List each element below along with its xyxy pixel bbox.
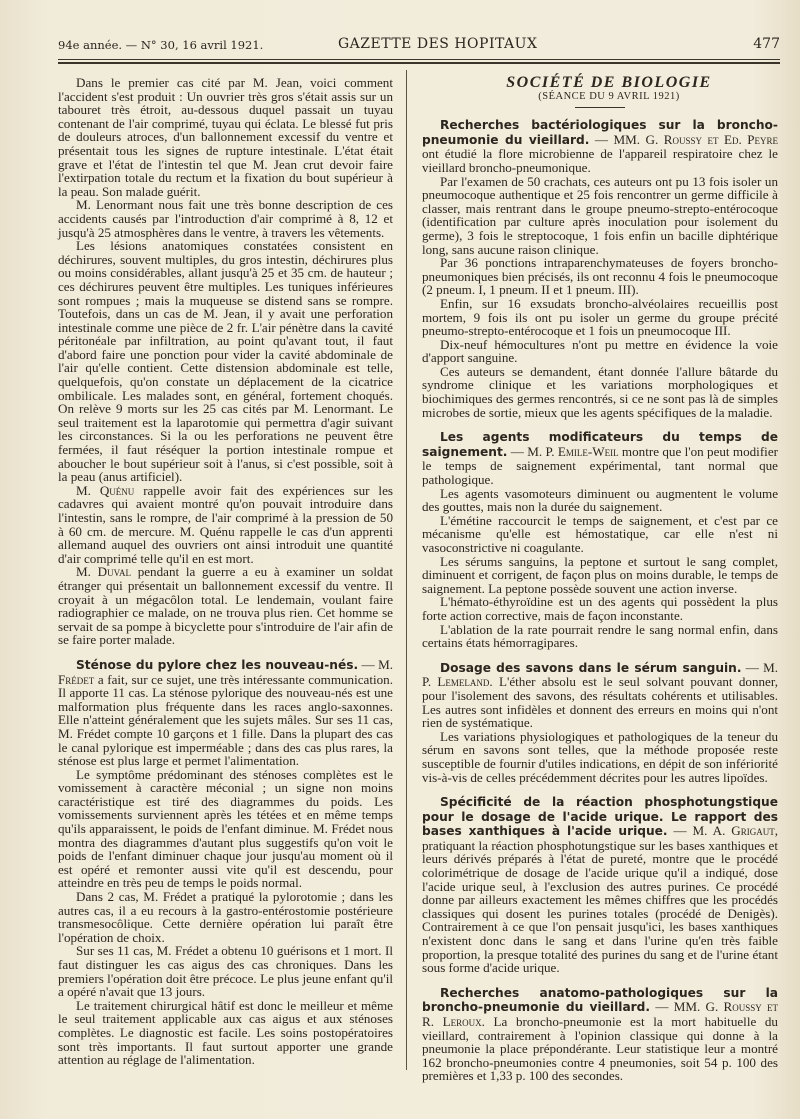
author-names: MM. G. Roussy et Ed. Peyre [613,131,778,147]
paragraph: Les lésions anatomiques constatées consistent en déchirures, souvent multiples, du gros intestin, déchirures plus ou moins considérables, allant jusqu'à 25 et 35 cm. de hauteur ; ces déchirures peuvent être multiples. Les tuniques inférieures sont rompues ; mais la muqueuse se distend sans se rompre. Toutefois, dans un cas de M. Jean, il y avait une perforation intestinale comme une pièce de 2 fr. L'air pénètre dans la cavité péritonéale par infiltration, au point qu'avant tout, il faut d'abord faire une ponction pour vider la cavité abdominale de l'air qu'elle contient. Cette distension abdominale est telle, quelquefois, qu'on constate un déplacement de la cicatrice ombilicale. Les malades sont, en général, fortement choqués. On relève 9 morts sur les 25 cas cités par M. Lenormant. Le seul traitement est la laparotomie qui permettra d'agir suivant les circonstances. Si la ou les perforations ne peuvent être fermées, il faut réséquer la portion intestinale rompue et aboucher le bout supérieur soit à l'anus, si c'est possible, soit à la peau (anus artificiel). [58,238,393,485]
section-paragraph: Dosage des savons dans le sérum sanguin. — M. P. Lemeland. L'éther absolu est le seul solvant pouvant donner, pour l'isolement des savons, des résultats cohérents et utilisables. Les autres sont infidèles et donnent des erreurs en moins qui n'ont rien de systématique. [422,659,779,731]
section-heading: Dosage des savons dans le sérum sanguin. [440,660,742,675]
paragraph: Sur ses 11 cas, M. Frédet a obtenu 10 guérisons et 1 mort. Il faut distinguer les cas aigus des cas chroniques. Dans les premiers l'opération doit être précoce. Le plus jeune enfant qu'il a opéré n'avait que 13 jours. [58,943,393,1000]
paragraph: Le symptôme prédominant des sténoses complètes est le vomissement à caractère méconial ; un signe non moins caractéristique est tiré des diagrammes du poids. Les vomissements surviennent après les tétées et en même temps qu'ils apparaissent, le poids de l'enfant diminue. M. Frédet nous montra des diagrammes d'autant plus suggestifs qu'on voit le poids de l'enfant diminuer chaque jour jusqu'au moment où il est opéré et remonter aussi vite qu'il est descendu, pour atteindre en très peu de temps le poids normal. [58,766,393,891]
author-names: M. A. Grigaut [692,823,775,839]
author-names: M. P. Emile-Weil [527,443,619,459]
section-heading: Spécificité de la réaction phosphotungstique pour le dosage de l'acide urique. Le rapport des bases xanthiques à l'acide urique. [422,795,778,839]
paragraph: Par 36 ponctions intraparenchymateuses de foyers broncho-pneumoniques bien précisés, ils ont reconnu 4 fois le pneumocoque (2 pneum. I, 1 pneum. II et 1 pneum. III). [422,255,778,298]
paragraph: M. Lenormant nous fait une très bonne description de ces accidents causés par l'introduction d'air comprimé à 8, 12 et jusqu'à 25 atmosphères dans le ventre, à travers les vêtements. [58,197,393,240]
paragraph: Dix-neuf hémocultures n'ont pu mettre en évidence la voie d'apport sanguine. [422,336,778,366]
author-names: MM. G. Roussy et R. Leroux. [422,999,779,1029]
page-header [58,32,780,60]
section-heading: Recherches bactériologiques sur la broncho-pneumonie du vieillard. [422,118,778,147]
paragraph: Les variations physiologiques et pathologiques de la teneur du sérum en savons sont telles, que la méthode proposée reste susceptible de fournir d'utiles indications, en dépit de son infériorité vis-à-vis de celles précédemment décrites pour les autres lipoïdes. [422,728,778,785]
paragraph: L'hémato-éthyroïdine est un des agents qui possèdent la plus forte action corrective, mais de façon inconstante. [422,594,778,623]
paragraph: Les sérums sanguins, la peptone et surtout le sang complet, diminuent et corrigent, de façon plus on moins durable, le temps de saignement. La peptone possède souvent une action inverse. [422,553,778,596]
author-name: Frédet [58,671,95,687]
author-name: Quénu [99,482,135,498]
author-name: Duval [97,564,131,580]
right-column [422,76,778,1083]
section-heading: Les agents modificateurs du temps de saignement. [422,430,778,459]
paragraph: L'ablation de la rate pourrait rendre le sang normal enfin, dans certains états hémorragipares. [422,621,778,651]
paragraph: Enfin, sur 16 exsudats broncho-alvéolaires recueillis post mortem, 9 fois ils ont pu isoler un germe du groupe précité pneumo-strepto-entérocoque et 1 fois un pneumocoque III. [422,295,778,339]
column-divider [406,70,407,1070]
section-paragraph: Sténose du pylore chez les nouveau-nés. — M. Frédet a fait, sur ce sujet, une très intéressante communication. Il apporte 11 cas. La sténose pylorique des nouveau-nés est une malformation plus fréquente dans les races anglo-saxonnes. Elle n'atteint généralement que les sujets mâles. Sur ses 11 cas, M. Frédet compte 10 garçons et 1 fille. Dans la plupart des cas le canal pylorique est imperméable ; dans des cas plus rares, la sténose est plus large et permet l'alimentation. [58,656,393,769]
section-paragraph: Recherches anatomo-pathologiques sur la broncho-pneumonie du vieillard. — MM. G. Roussy et R. Leroux. La broncho-pneumonie est la mort habituelle du vieillard, contrairement à l'opinion classique qui donne à la pneumonie la place prépondérante. Leur statistique leur a montré 162 broncho-pneumonies contre 4 pneumonies, soit 54 p. 100 des premières et 1,33 p. 100 des secondes. [422,985,779,1084]
issue-info: 94e année. — N° 30, 16 avril 1921. [58,38,264,52]
paragraph: M. Quénu rappelle avoir fait des expériences sur les cadavres qui avaient montré qu'on pouvait introduire dans l'intestin, sans le rompre, de l'air comprimé à la pression de 50 à 60 cm. de mercure. M. Quénu rappelle le cas d'un apprenti allemand auquel des ouvriers ont ainsi introduit une quantité d'air comprimé telle qu'il en est mort. [58,482,393,566]
section-heading: Recherches anatomo-pathologiques sur la broncho-pneumonie du vieillard. [422,985,778,1015]
section-paragraph: Spécificité de la réaction phosphotungstique pour le dosage de l'acide urique. Le rapport des bases xanthiques à l'acide urique. — M. A. Grigaut, pratiquant la réaction phosphotungstique sur les bases xanthiques et leurs dérivés préparés à l'état de pureté, montre que le procédé colorimétrique de dosage de l'acide urique qu'il a indiqué, dose l'acide urique seul, à l'exclusion des autres purines. Ce procédé donne par ailleurs exactement les mêmes chiffres que les procédés classiques qui dosent les purines totales (procédé de Denigès). Contrairement à ce que l'on pensait jusqu'ici, les bases xanthiques n'existent donc dans le sang et dans l'urine qu'en très faible proportion, la presque totalité des purines du sang et de l'urine étant sous forme d'acide urique. [422,795,778,976]
paragraph: Dans 2 cas, M. Frédet a pratiqué la pylorotomie ; dans les autres cas, il a eu recours à la gastro-entérostomie postérieure transmesocôlique. Cette dernière opération lui paraît être l'opération de choix. [58,889,393,945]
author-names: M. P. Lemeland. [422,659,779,690]
paragraph: M. Duval pendant la guerre a eu à examiner un soldat étranger qui présentait un ballonnement excessif du ventre. Il croyait à un mégacôlon total. Le lendemain, voulant faire radiographier ce malade, on ne trouva plus rien. Cet homme se servait de sa pompe à bicyclette pour s'introduire de l'air afin de se faire porter malade. [58,564,393,648]
session-date: (SÉANCE DU 9 AVRIL 1921) [538,90,680,102]
title-rule [575,107,625,108]
paragraph: Dans le premier cas cité par M. Jean, voici comment l'accident s'est produit : Un ouvrier très gros s'était assis sur un tabouret très étroit, au-dessous duquel passait un tuyau contenant de l'air comprimé, tuyau qui éclata. Le blessé fut pris de douleurs atroces, d'un ballonnement excessif du ventre et présentait tous les signes de rupture intestinale. L'état était grave et l'état de l'intestin tel que M. Jean crut devoir faire l'extirpation totale du rectum et la fixation du bout supérieur à la peau. Son malade guérit. [58,75,393,199]
society-title: SOCIÉTÉ DE BIOLOGIE [506,74,712,91]
paragraph: Le traitement chirurgical hâtif est donc le meilleur et même le seul traitement applicable aux cas aigus et aux sténoses complètes. Le diagnostic est facile. Les soins postopératoires sont très importants. Il faut surtout apporter une grande attention au réglage de l'alimentation. [58,997,393,1068]
page-number: 477 [753,36,780,52]
paragraph: Les agents vasomoteurs diminuent ou augmentent le volume des gouttes, mais non la durée du saignement. [422,485,778,515]
header-rule-thin [58,59,780,60]
paragraph: Ces auteurs se demandent, étant donnée l'allure bâtarde du syndrome clinique et les variations morphologiques et biochimiques des germes rencontrés, si ce ne sont pas là de simples microbes de sortie, mieux que les agents spécifiques de la maladie. [422,363,778,420]
section-heading: Sténose du pylore chez les nouveau-nés. [76,657,359,672]
section-paragraph: Les agents modificateurs du temps de saignement. — M. P. Emile-Weil montre que l'on peut modifier le temps de saignement expérimental, tant normal que pathologique. [422,430,778,488]
paragraph: Par l'examen de 50 crachats, ces auteurs ont pu 13 fois isoler un pneumocoque authentique et 25 fois rencontrer un germe difficile à classer, mais rentrant dans le groupe pneumo-strepto-entérocoque (identification par culture après inoculation pour isolement du germe), 3 fois le streptocoque, 1 fois enfin un bacille diphtérique long, sans aucune raison clinique. [422,173,778,257]
left-column [58,76,393,1067]
paragraph: L'émétine raccourcit le temps de saignement, et c'est par ce mécanisme qu'elle est hémostatique, car elle n'est ni vasoconstrictive ni coagulante. [422,512,778,555]
section-paragraph: Recherches bactériologiques sur la broncho-pneumonie du vieillard. — MM. G. Roussy et Ed. Peyre ont étudié la flore microbienne de l'appareil respiratoire chez le vieillard broncho-pneumonique. [422,118,778,175]
journal-title: GAZETTE DES HOPITAUX [338,36,538,52]
header-rule-thick [58,62,780,64]
